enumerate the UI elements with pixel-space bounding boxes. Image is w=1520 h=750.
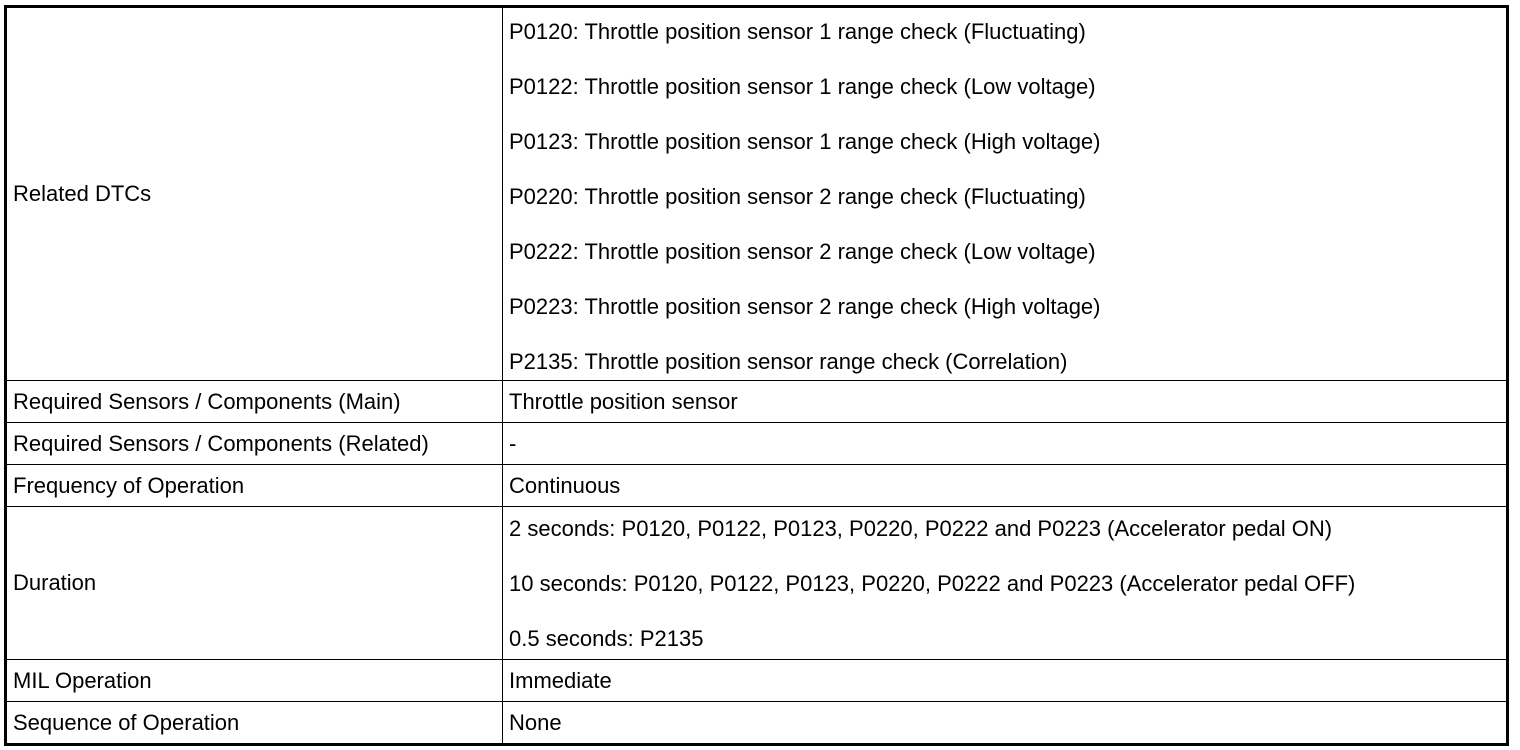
dtc-item: P0223: Throttle position sensor 2 range check (High voltage)	[509, 294, 1101, 319]
table-row-related-dtcs	[6, 7, 1508, 381]
dtc-item: P0123: Throttle position sensor 1 range check (High voltage)	[509, 129, 1101, 154]
dtc-item: P0220: Throttle position sensor 2 range check (Fluctuating)	[509, 184, 1086, 209]
row-value: Throttle position sensor	[503, 381, 1508, 423]
duration-list	[503, 507, 1508, 660]
row-label: Related DTCs	[6, 7, 503, 381]
row-label: Required Sensors / Components (Related)	[6, 423, 503, 465]
row-value: None	[503, 702, 1508, 745]
row-label: Sequence of Operation	[6, 702, 503, 745]
table-row-required-related	[6, 423, 1508, 465]
table-row-duration	[6, 507, 1508, 660]
related-dtcs-list	[503, 7, 1508, 381]
duration-item: 2 seconds: P0120, P0122, P0123, P0220, P0222 and P0223 (Accelerator pedal ON)	[509, 516, 1333, 541]
table-row-sequence	[6, 702, 1508, 745]
table-row-mil-operation	[6, 660, 1508, 702]
table-row-required-main	[6, 381, 1508, 423]
duration-item: 0.5 seconds: P2135	[509, 626, 704, 651]
monitor-spec-table	[4, 5, 1509, 746]
table-row-frequency	[6, 465, 1508, 507]
row-label: Frequency of Operation	[6, 465, 503, 507]
dtc-item: P0222: Throttle position sensor 2 range check (Low voltage)	[509, 239, 1096, 264]
duration-item: 10 seconds: P0120, P0122, P0123, P0220, P0222 and P0223 (Accelerator pedal OFF)	[509, 571, 1356, 596]
dtc-item: P0122: Throttle position sensor 1 range check (Low voltage)	[509, 74, 1096, 99]
dtc-item: P0120: Throttle position sensor 1 range check (Fluctuating)	[509, 19, 1086, 44]
row-label: MIL Operation	[6, 660, 503, 702]
row-value: Immediate	[503, 660, 1508, 702]
row-value: -	[503, 423, 1508, 465]
dtc-item: P2135: Throttle position sensor range check (Correlation)	[509, 349, 1068, 374]
row-label: Required Sensors / Components (Main)	[6, 381, 503, 423]
row-value: Continuous	[503, 465, 1508, 507]
row-label: Duration	[6, 507, 503, 660]
